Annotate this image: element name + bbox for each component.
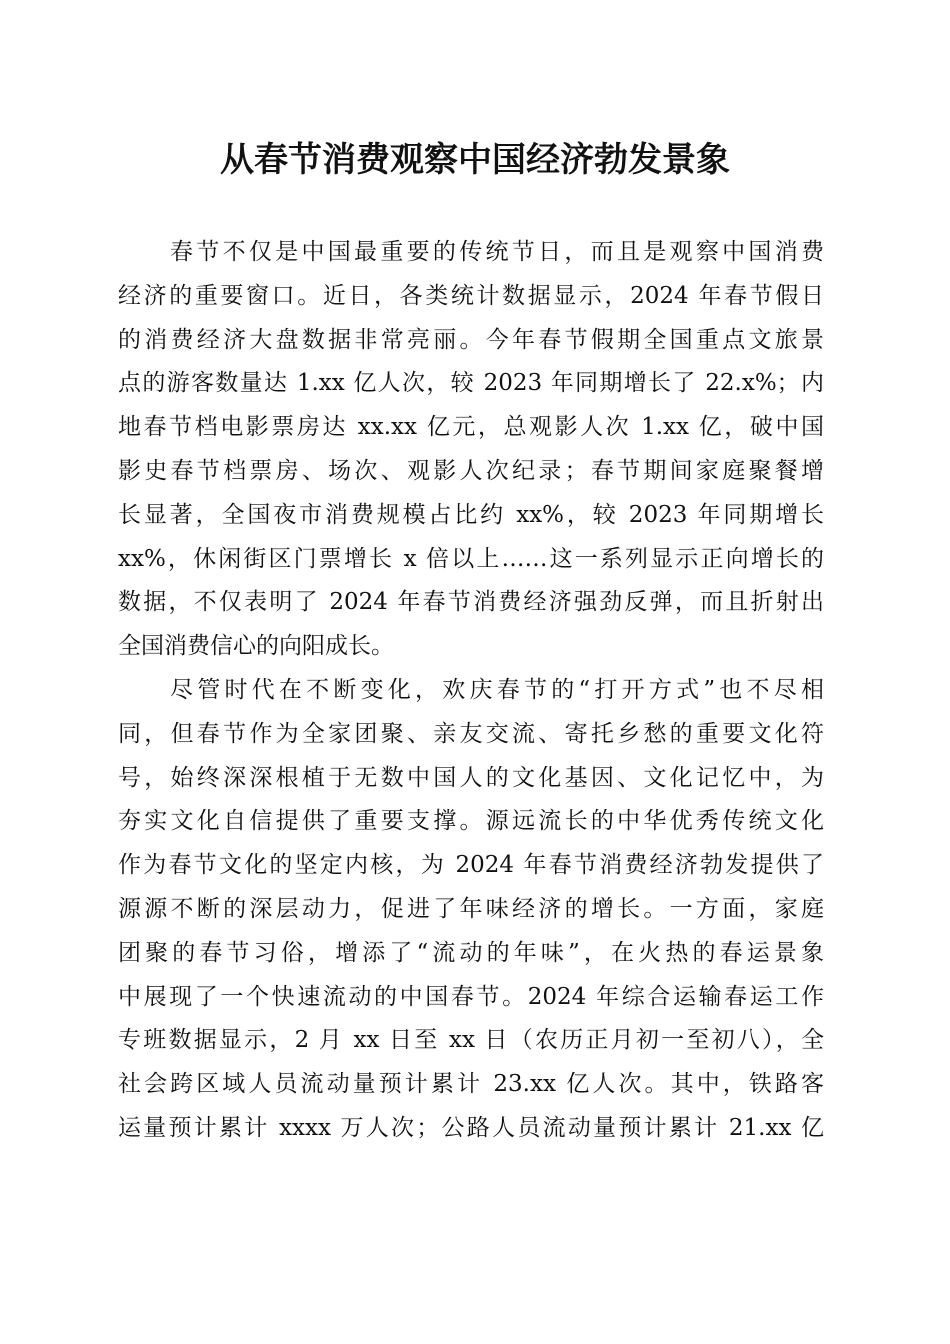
paragraph-line: 尽管时代在不断变化，欢庆春节的“打开方式”也不尽相 xyxy=(170,676,824,703)
paragraph-line: 地春节档电影票房达 xx.xx 亿元，总观影人次 1.xx 亿，破中国 xyxy=(118,414,824,441)
paragraph-line: 同，但春节作为全家团聚、亲友交流、寄托乡愁的重要文化符 xyxy=(118,720,824,747)
paragraph-line: 数据，不仅表明了 2024 年春节消费经济强劲反弹，而且折射出 xyxy=(118,589,824,616)
paragraph-line: 夯实文化自信提供了重要支撑。源远流长的中华优秀传统文化 xyxy=(118,808,824,835)
paragraph-line: 经济的重要窗口。近日，各类统计数据显示，2024 年春节假日 xyxy=(118,282,824,309)
paragraph-line: 全国消费信心的向阳成长。 xyxy=(118,633,394,660)
paragraph-line: 点的游客数量达 1.xx 亿人次，较 2023 年同期增长了 22.x%；内 xyxy=(118,370,824,397)
paragraph-line: 社会跨区域人员流动量预计累计 23.xx 亿人次。其中，铁路客 xyxy=(118,1071,824,1098)
paragraph-line: 的消费经济大盘数据非常亮丽。今年春节假期全国重点文旅景 xyxy=(118,326,824,353)
paragraph-line: 长显著，全国夜市消费规模占比约 xx%，较 2023 年同期增长 xyxy=(118,501,824,528)
paragraph-line: 运量预计累计 xxxx 万人次；公路人员流动量预计累计 21.xx 亿 xyxy=(118,1114,824,1141)
paragraph-line: 专班数据显示，2 月 xx 日至 xx 日（农历正月初一至初八），全 xyxy=(118,1027,824,1054)
paragraph-2 xyxy=(118,669,824,1151)
paragraph-line: xx%，休闲街区门票增长 x 倍以上……这一系列显示正向增长的 xyxy=(118,545,824,572)
paragraph-line: 源源不断的深层动力，促进了年味经济的增长。一方面，家庭 xyxy=(118,895,824,922)
paragraph-1 xyxy=(118,231,824,669)
paragraph-line: 春节不仅是中国最重要的传统节日，而且是观察中国消费 xyxy=(170,239,824,265)
paragraph-line: 中展现了一个快速流动的中国春节。2024 年综合运输春运工作 xyxy=(118,983,824,1010)
paragraph-line: 作为春节文化的坚定内核，为 2024 年春节消费经济勃发提供了 xyxy=(118,852,824,879)
document-title: 从春节消费观察中国经济勃发景象 xyxy=(220,140,730,180)
paragraph-line: 号，始终深深根植于无数中国人的文化基因、文化记忆中，为 xyxy=(118,764,824,791)
paragraph-line: 团聚的春节习俗，增添了“流动的年味”，在火热的春运景象 xyxy=(118,939,824,966)
document-body xyxy=(118,231,824,1151)
paragraph-line: 影史春节档票房、场次、观影人次纪录；春节期间家庭聚餐增 xyxy=(118,457,824,484)
